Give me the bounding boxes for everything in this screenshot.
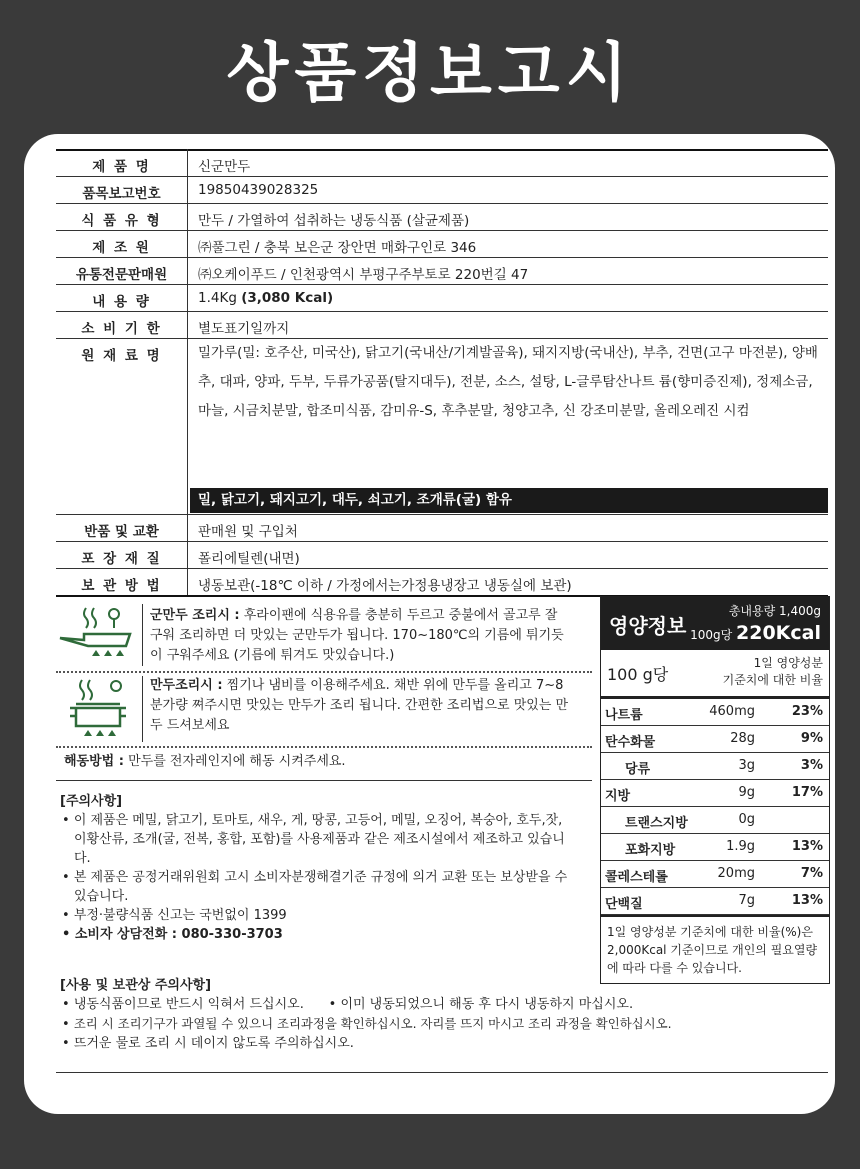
nutrition-title: 영양정보	[609, 614, 687, 638]
daily-ref-line: 기준치에 대한 비율	[722, 673, 823, 687]
daily-ref	[723, 655, 823, 689]
divider	[56, 230, 828, 231]
nutrient-percent: 7%	[800, 866, 823, 881]
divider	[56, 568, 828, 569]
divider	[56, 514, 828, 515]
caution-item: • 부정·불량식품 신고는 국번없이 1399	[62, 908, 287, 923]
nutrition-row	[601, 834, 829, 861]
caution-item: • 이 제품은 메밀, 닭고기, 토마토, 새우, 게, 땅콩, 고등어, 메밀, 오징어, 복숭아, 호두,잣, 이황산류, 조개(굴, 전복, 홍합, 포함)를 사용제품과 같은 제조시설에서 제조하고 있습니다.	[62, 813, 565, 866]
capacity-weight: 1.4Kg	[198, 290, 237, 306]
value-storage: 냉동보관(-18℃ 이하 / 가정에서는가정용냉장고 냉동실에 보관)	[198, 578, 572, 594]
nutrient-amount: 9g	[738, 785, 755, 800]
caution-section	[60, 792, 572, 944]
label-food-type: 식 품 유 형	[81, 213, 162, 229]
steam-label: 만두조리시 :	[150, 678, 223, 693]
nutrient-percent: 23%	[791, 704, 823, 719]
nutrient-percent: 17%	[791, 785, 823, 800]
value-product-name: 신군만두	[198, 159, 251, 175]
nutrient-amount: 460mg	[709, 704, 755, 719]
usage-item: • 냉동식품이므로 반드시 익혀서 드십시오. • 이미 냉동되었으니 해동 후 다시 냉동하지 마십시오.	[62, 997, 634, 1012]
page-title: 상품정보고시	[226, 37, 634, 111]
label-ingredients: 원 재 료 명	[81, 348, 162, 364]
caution-text: 이 제품은 메밀, 닭고기, 토마토, 새우, 게, 땅콩, 고등어, 메밀, 오징어, 복숭아, 호두,잣, 이황산류, 조개(굴, 전복, 홍합, 포함)를 사용제품과 같은 제조시설에서 제조하고 있습니다.	[73, 813, 565, 866]
value-ingredients: 밀가루(밀: 호주산, 미국산), 닭고기(국내산/기계발골육), 돼지지방(국내산), 부추, 건면(고구 마전분), 양배추, 대파, 양파, 두부, 두류가공품(탈지대두), 전분, 소스, 설탕, L-글루탐산나트 륨(향미증진제), 정제소금, 마늘, 시금치분말, 합조미식품, 감미유-S, 후추분말, 청양고추, 신 강조미분말, 올레오레진 시컴	[198, 345, 818, 419]
grill-label: 군만두 조리시 :	[150, 608, 240, 623]
nutrient-amount: 7g	[738, 893, 755, 908]
nutrition-total: 총내용량 1,400g	[728, 604, 821, 618]
dotted-divider	[56, 746, 592, 748]
info-card	[24, 134, 835, 1114]
nutrition-row	[601, 888, 829, 915]
usage-text: 냉동식품이므로 반드시 익혀서 드십시오.	[73, 997, 304, 1012]
value-expiry: 별도표기일까지	[198, 321, 290, 337]
nutrient-name: 지방	[605, 789, 631, 804]
nutrient-name: 당류	[625, 762, 651, 777]
nutrition-rows	[601, 699, 829, 915]
caution-text: 본 제품은 공정거래위원회 고시 소비자분쟁해결기준 규정에 의거 교환 또는 보상받을 수 있습니다.	[73, 870, 568, 904]
label-report-no: 품목보고번호	[82, 186, 161, 202]
grill-text: 후라이팬에 식용유를 충분히 두르고 중불에서 골고루 잘 구워 조리하면 더 맛있는 군만두가 됩니다. 170~180℃의 기름에 튀기듯이 구워주세요 (기름에 튀겨도 맛있습니다.)	[150, 608, 564, 663]
divider	[56, 284, 828, 285]
usage-text: 조리 시 조리기구가 과열될 수 있으니 조리과정을 확인하십시오. 자리를 뜨지 마시고 조리 과정을 확인하십시오.	[73, 1016, 672, 1031]
kcal-value: 220Kcal	[736, 622, 821, 644]
nutrient-percent: 13%	[791, 893, 823, 908]
value-returns: 판매원 및 구입처	[198, 524, 298, 540]
value-report-no: 19850439028325	[198, 182, 319, 198]
capacity-kcal: (3,080 Kcal)	[241, 290, 334, 306]
grill-instructions	[150, 606, 572, 666]
label-storage: 보 관 방 법	[81, 578, 162, 594]
nutrition-row	[601, 726, 829, 753]
nutrient-amount: 28g	[730, 731, 755, 746]
nutrient-percent: 3%	[800, 758, 823, 773]
nutrient-name: 포화지방	[625, 843, 676, 858]
nutrient-name: 탄수화물	[605, 735, 656, 750]
per-label: 100g당	[690, 628, 733, 642]
nutrition-row	[601, 807, 829, 834]
nutrition-per	[601, 650, 829, 699]
nutrition-header	[601, 596, 829, 650]
usage-title: [사용 및 보관상 주의사항]	[60, 978, 212, 993]
label-returns: 반품 및 교환	[84, 524, 159, 540]
value-distributor: ㈜오케이푸드 / 인천광역시 부평구주부토로 220번길 47	[198, 267, 529, 283]
icon-divider	[142, 604, 143, 666]
usage-section	[60, 976, 826, 1053]
nutrition-panel	[600, 596, 830, 984]
value-manufacturer: ㈜풀그린 / 충북 보은군 장안면 매화구인로 346	[198, 240, 477, 256]
nutrition-kcal	[690, 622, 821, 644]
nutrient-name: 나트륨	[605, 708, 643, 723]
nutrition-row	[601, 753, 829, 780]
thaw-label: 해동방법 :	[64, 754, 124, 769]
divider	[56, 203, 828, 204]
nutrient-amount: 0g	[738, 812, 755, 827]
steamer-pot-icon	[56, 676, 138, 742]
label-product-name: 제 품 명	[92, 159, 151, 175]
caution-text: 부정·불량식품 신고는 국번없이 1399	[73, 908, 287, 923]
nutrient-name: 콜레스테롤	[605, 870, 668, 885]
label-packaging: 포 장 재 질	[81, 551, 162, 567]
label-manufacturer: 제 조 원	[92, 240, 151, 256]
divider	[56, 149, 828, 151]
nutrient-amount: 3g	[738, 758, 755, 773]
dotted-divider	[56, 671, 592, 673]
usage-item: • 뜨거운 물로 조리 시 데이지 않도록 주의하십시오.	[62, 1036, 354, 1051]
nutrient-amount: 1.9g	[726, 839, 755, 854]
nutrition-row	[601, 699, 829, 726]
usage-text: 이미 냉동되었으니 해동 후 다시 냉동하지 마십시오.	[340, 997, 634, 1012]
usage-item: • 조리 시 조리기구가 과열될 수 있으니 조리과정을 확인하십시오. 자리를 뜨지 마시고 조리 과정을 확인하십시오.	[62, 1016, 672, 1032]
divider	[56, 541, 828, 542]
label-distributor: 유통전문판매원	[75, 267, 168, 283]
nutrient-percent: 9%	[800, 731, 823, 746]
value-packaging: 폴리에틸렌(내면)	[198, 551, 300, 567]
value-food-type: 만두 / 가열하여 섭취하는 냉동식품 (살균제품)	[198, 213, 470, 229]
usage-text: 뜨거운 물로 조리 시 데이지 않도록 주의하십시오.	[73, 1036, 354, 1051]
label-capacity: 내 용 량	[92, 294, 151, 310]
steam-instructions	[150, 676, 572, 736]
nutrition-row	[601, 780, 829, 807]
caution-item: • 본 제품은 공정거래위원회 고시 소비자분쟁해결기준 규정에 의거 교환 또는 보상받을 수 있습니다.	[62, 870, 568, 904]
divider	[56, 780, 592, 781]
caution-title: [주의사항]	[60, 794, 123, 809]
icon-divider	[142, 676, 143, 742]
nutrition-note: 1일 영양성분 기준치에 대한 비율(%)은 2,000Kcal 기준이므로 개인의 필요열량에 따라 다를 수 있습니다.	[601, 915, 829, 983]
thaw-text: 만두를 전자레인지에 해동 시켜주세요.	[128, 754, 346, 769]
column-divider	[187, 149, 188, 595]
per-amount: 100 g당	[607, 665, 669, 684]
label-expiry: 소 비 기 한	[81, 321, 162, 337]
steam-text: 찜기나 냄비를 이용해주세요. 채반 위에 만두를 올리고 7~8분가량 쪄주시면 맛있는 만두가 조리 됩니다. 간편한 조리법으로 맛있는 만두 드셔보세요	[150, 678, 569, 733]
divider	[56, 311, 828, 312]
divider	[56, 176, 828, 177]
caution-hotline: • 소비자 상담전화 : 080-330-3703	[62, 927, 283, 942]
thaw-instructions	[64, 752, 584, 772]
nutrient-percent: 13%	[791, 839, 823, 854]
allergy-notice: 밀, 닭고기, 돼지고기, 대두, 쇠고기, 조개류(굴) 함유	[190, 488, 828, 513]
hotline-text: 소비자 상담전화 : 080-330-3703	[74, 927, 283, 942]
divider	[56, 1072, 828, 1073]
daily-ref-line: 1일 영양성분	[753, 656, 823, 670]
nutrient-name: 단백질	[605, 897, 643, 912]
frying-pan-icon	[56, 604, 138, 666]
divider	[56, 257, 828, 258]
value-capacity	[198, 290, 333, 306]
nutrient-amount: 20mg	[717, 866, 755, 881]
nutrition-row	[601, 861, 829, 888]
nutrient-name: 트랜스지방	[625, 816, 688, 831]
